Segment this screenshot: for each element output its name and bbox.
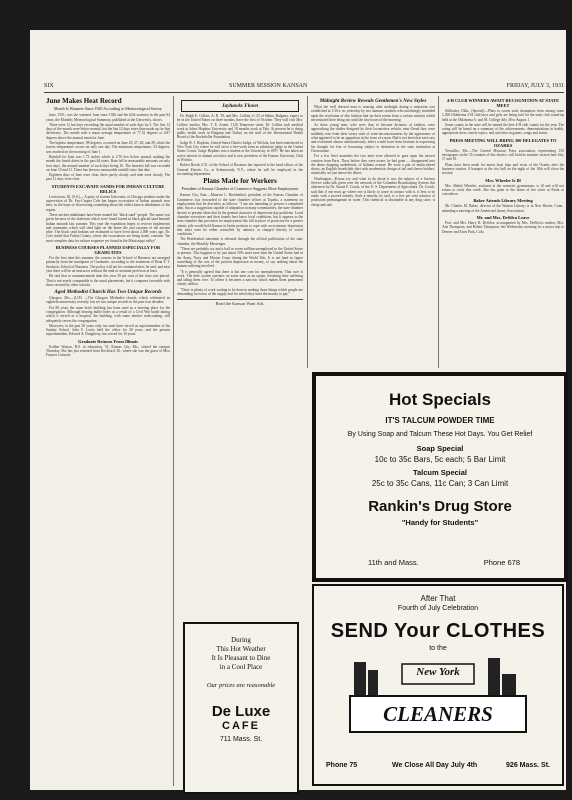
store-phone: Phone 678 (483, 558, 520, 567)
column-2 (177, 96, 303, 616)
cleaners-phone: Phone 75 (326, 762, 358, 769)
cafe-address: 711 Mass. St. (219, 736, 263, 743)
column-3 (311, 96, 435, 368)
headline: Midnight Review Reveals Gentlemen's New Styles (319, 98, 427, 104)
column-rule (438, 96, 439, 368)
paragraph: Eighteen days of June were clear, three partly cloudy, and nine were cloudy. The past 11 days were clear. (46, 173, 170, 182)
headline: June Makes Heat Record (46, 97, 122, 105)
store-slogan: "Handy for Students" (401, 518, 479, 527)
paragraph: For a few brief moments the two men were allowed to gaze upon the newest creation from Paris. Then, before they were aware, he had gone — disappeared into the dense dripping underbrush, of Indiana avenue. He wore a pair of multicolored shorts, an English broadcloth shirt with modernistic design of tail and sleeve holders, artistically set just above the elbow. (311, 154, 435, 176)
headline: 4-H CLUB WINNERS AWAIT RECOGNITION AT STATE MEET (446, 98, 560, 108)
closing-notice: We Close All Day July 4th (392, 762, 478, 769)
ad-headline: SEND Your CLOTHES (330, 620, 546, 642)
headline: Graduate Returns From Illinois (78, 338, 138, 344)
soap-special: 10c to 35c Bars, 5c each; 5 Bar Limit (374, 455, 506, 464)
cafe-name: De Luxe (211, 703, 271, 720)
paragraph: "There are probably six and a half or seven million unemployed in the United States at present. This happens to be just about 50% more men than the United States had in the Army, Navy and Marine Corps during the World War. It is not hard to figure something of the cost of the present depression in money, to say nothing about the human suffering involved. (177, 247, 303, 269)
paragraph: For the first time this summer, the courses in the School of Business are arranged primarily from the standpoint of Graduates, according to the statement of Dean F. T. Stockton, School of Business. The policy will not be continued after, he said, and next year there will be an instructor without the rank of assistant professor at least. (46, 256, 170, 273)
column-1 (46, 96, 170, 786)
column-rule (307, 96, 308, 368)
paragraph: As these young men, who were thus to become dictators of fashion, were approaching the shelter designed by their locomotive vehicle, near Oread they were suddenly torn from their weary state of semi-unconsciousness by the appearance of what appeared to be an apparition in the form of a man. Had it not been that each saw and exclaimed almost simultaneously, either would have been hesitant in expressing his thought for fear of becoming subject to detention in the state institution at Osawatomie. (311, 123, 435, 153)
paragraph: Mrs. Mabel Wheeler, assistant at the women's gymnasium, is ill and will not return to work this week. She has gone to the home of her sister at Paola to convalesce. (442, 183, 564, 197)
talcum-special: 25c to 35c Cans, 11c Can; 3 Can Limit (371, 479, 509, 488)
paragraph: Lewistown, Ill. (S.S.)— A party of sixteen University of Chicago students under the supervision of Dr. Fay-Cooper Cole has begun excavation of Indian mounds near here, in the hope of discovering something about the oldest known inhabitants of the region. (46, 194, 170, 212)
subheadline: President of Kansas Chamber of Commerce Suggests More Employment (181, 186, 299, 192)
cleaners-logo (338, 656, 538, 740)
cleaners-footer (314, 762, 562, 772)
talcum-heading: Talcum Special (412, 468, 468, 477)
ad-line: During (231, 636, 251, 644)
cleaners-address: 926 Mass. St. (506, 762, 550, 769)
paragraph: Rainfall for June was 1.73 inches which is 2.76 less below normal, making the month the fourth driest in the past 64 years. Rain fell in measurable amounts on only four days, the normal number of such days being 10. The heaviest fall was recorded on June 10 and 11. There has been no measurable rainfall since that date. (46, 154, 170, 172)
issue-date: FRIDAY, JULY 3, 1931 (506, 83, 564, 89)
paragraph: For 80 years the same brick building has been used as a meeting place for the congregation. Although bearing bullet holes as a result of a Civil War battle during which it served as a hospital, the building, with some interior redecorating, still adequately serves the congregation. (46, 305, 170, 323)
store-address: 11th and Mass. (368, 558, 419, 567)
headline: STUDENTS EXCAVATE SANDS FOR INDIAN CULTURE RELICS (51, 183, 165, 194)
store-name: Rankin's Drug Store (368, 498, 512, 515)
cafe-label: CAFE (222, 720, 260, 732)
store-footer (316, 558, 564, 568)
paragraph: Judge R. J. Hopkins, United States District Judge, of Wichita, has been transferred to New York City where he will serve a five-week term as substitute judge in the United States Courts. Judge Hopkins was a student at the University in 1897. He has taken an active interest in alumni activities and is now president of the Kansas University Club in Wichita. (177, 140, 303, 162)
ad-line: By Using Soap and Talcum These Hot Days. You Get Relief (347, 431, 533, 438)
paragraph: Moreover, in the past 50 years only two men have served as superintendent of the Sunday School. John F. Lewis held the office for 40 years, and the present superintendent, Edward A. Dougherty, has served for 10 years. (46, 323, 170, 337)
ad-title: Hot Specials (388, 390, 492, 409)
page-number: SIX (44, 83, 54, 89)
logo-name-bottom: CLEANERS (383, 702, 493, 726)
page-header (44, 82, 564, 93)
paragraph: He said that at commencement time this year 50 per cent of the class was placed. That is not nearly comparable to the usual placements, but it compares favorable with those secured by other schools. (46, 274, 170, 287)
paragraph: Stillwater, Okla., (Special)—Plans to crown state champions from among some 1,300 Oklahoma 4-H club boys and girls are being laid for the state club round-up held at the Oklahoma A. and M. College July 28 to August 1. (442, 109, 564, 122)
paragraph: The highest temperature, 98 degrees, occurred on June 29, 27, 28, and 29, while the lowest temperature occurs on only one day. The minimum temperature, 54 degrees, was reached on the morning of June 1. (46, 141, 170, 154)
paragraph: Ezilber Watson, B.S. in education, '31, Kansas City, Mo., visited the campus Thursday. She has just returned from Rockford, Ill., where she was the guest of Miss Frances Cornack. (46, 344, 170, 358)
paragraph: Plans have been made for motor boat trips and visits of the Ozarks after the business session. A banquet at the city hall on the night of the 18th will close the session. (442, 162, 564, 176)
paragraph: There were 12 hot days exceeding the usual number of such days by 5. The first 12 days of the month were below normal, but the last 12 days more than made up for that deficiency. The month with a mean average temperature of 77.52 degrees or 4.87 degrees above the normal mean for June. (46, 122, 170, 140)
headline: Aged Methodist Church Has Two Unique Records (54, 289, 162, 296)
ad-prices: Our prices are reasonable (206, 682, 276, 689)
paragraph: The Breidenthal statement is released through the official publication of the state chamber, the Monthly Messenger. (177, 237, 303, 246)
headline: Mrs. Wheeler Is Ill (485, 177, 521, 183)
paragraph: Kansas City, Kan.—Maurice L. Breidenthal, president of the Kansas Chamber of Commerce, has forwarded to the state chamber offices at Topeka, a statement on employment that he describes as follows: "I am not intending to present a completed plan, but as a suggestion capable of adaptation in many communities, the state chamber desires to present ideas that fit the general character of depression day problems. Local chamber executives and their boards best know local conditions, but it appears to the state chamber that provision for employment this fall in place of provision for a greater charity pile would hold Kansas in better position to cope with an economic depression that must soon be either controlled by industry or charged directly to social conditions." (177, 193, 303, 237)
paragraph: "It is generally agreed that there is but one cure for unemployment. That cure is work. The dole system operates on some men as an opiate, lessening their suffering and tiding them over. To others it becomes a narcotic which makes them permanent charity addicts. (177, 269, 303, 287)
paper-name: SUMMER SESSION KANSAN (229, 83, 308, 89)
logo-name-top: New York (416, 666, 460, 678)
ad-subtitle: IT'S TALCUM POWDER TIME (385, 416, 495, 425)
subheadline: Month Is Warmest Since 1929 According to Meteorological Survey (53, 106, 163, 111)
column-4 (442, 96, 564, 368)
paragraph: Some county in the state will be named the best 4-H club county for the year. The rating will be based on a summary of the achievements, demonstrations in health, appropriate dress, timely topics, and activities in games, songs and stunts. (442, 122, 564, 136)
want-ads-note: Read the Kansan Want Ads. (177, 299, 303, 306)
ad-line: in a Cool Place (219, 663, 263, 671)
paragraph: Washington—Poison ivy and what to do about it was the subject of a Science Service radio talk given over the network of the Columbia Broadcasting System this afternoon by Dr. Austin F. Couch, of the U. S. Department of Agriculture. Dr. Couch, said that if one must go where one is likely to come in contact with it, is best to be ready with a proved remedy. Such a remedy, he said, is a five per cent solution of potassium permanganate in water. This chemical is obtainable at any drug store, is cheap and safe. (311, 176, 435, 207)
paragraph: Versailles, Mo.—The Central Missouri Press association, representing 150 newspapers in the 35 counties of this district, will hold its summer session here July 17 and 18. (442, 148, 564, 162)
headline: Mr. and Mrs. DeSilva Leave (476, 215, 530, 221)
headline: PRESS MEETING WILL BRING 300 DELEGATES TO OZARKS (449, 137, 557, 148)
ad-to: to the (429, 645, 447, 652)
paragraph: Robert Booth, b'31, of the School of Business has reported to the head offices of the General Electric Co. at Schenectady, N.Y., where he will be employed in the accounting department. (177, 163, 303, 176)
ad-line: This Hot Weather (216, 645, 266, 653)
headline: Plans Made for Workers (203, 177, 277, 186)
paragraph: "There is plenty of work waiting to be done in making those things which people are demanding in excess of the supply and for which they have the money to pay." (177, 287, 303, 296)
section-box (181, 100, 299, 112)
ad-top-line: Fourth of July Celebration (397, 605, 479, 612)
paragraph: Glasgow, Mo.—(U.P.) —The Glasgow Methodist church, which celebrated its eightieth anniversary recently, has set two unique records in the past four decades. (46, 296, 170, 305)
drug-store-ad (312, 372, 568, 582)
paragraph: June, 1931, was the warmest June since 1926 and the fifth warmest in the past 64 years, the Monthly Meteorological Summary, published at the University, shows. (46, 113, 170, 122)
column-rule (173, 96, 174, 786)
soap-heading: Soap Special (416, 444, 464, 453)
paragraph: These ancient inhabitants have been named the "black sand" people. The name was given because of the skeletons which were found buried in black glacial sand beneath Indian mounds last summer. This year the expedition hopes to recover implements and ornaments which will shed light on the home life and customs of the ancient tribe. The black sand Indians are estimated to have lived about 2,000 years ago. Dr. Cole stated that Fulton County, where the excavations are being made, contains "the most complete data for culture sequence yet found in the Mississippi valley". (46, 212, 170, 243)
paragraph: Prof. and Mrs. Harry R. DeSilva, accompanied by Mrs. DeSilva's mother, Mrs. Ada Thompson, and Robert Thompson, left Wednesday morning for a motor trip to Denver and Estes Park, Colo. (442, 221, 564, 234)
paragraph: Mr. Charles M. Baker, director of the Watson Library, is in New Haven, Conn., attending a meeting of the American Library Association. (442, 204, 564, 213)
headline: BUSINESS COURSES PLANNED ESPECIALLY FOR GRADUATES (55, 245, 161, 256)
paragraph: What the well dressed man is wearing after midnight during a rainstorm was established at 1:30 a. m. yesterday by two summer students who unwittingly stumbled upon the revelation of this fashion hint on their return from a certain mission which necessitated their being out until the tiny hours of the morning. (311, 105, 435, 122)
cleaners-ad (312, 584, 564, 786)
cafe-ad (183, 622, 299, 794)
ad-line: It Is Pleasant to Dine (211, 654, 271, 662)
headline: Baker Attends Library Meeting (473, 198, 533, 204)
section-title: Jayhawks Flown (221, 103, 259, 109)
ad-top-line: After That (420, 594, 456, 603)
paragraph: Dr. Ralph E. Collins, A. B. '19, and Mrs. Collins, fs '25 of Salina, Bulgaria, expect to be in the United States on three months leave the first of October. They will visit Mrs. Collins' mother, Mrs. T. E. Arnett, 1126 Tennessee street. Dr. Collins took medical work at Johns Hopkins University and 18 months work at Yale. At present he is doing public health work in Bulgaria and Turkey on the staff of the International Health Board of the Rockefeller Foundation. (177, 114, 303, 140)
